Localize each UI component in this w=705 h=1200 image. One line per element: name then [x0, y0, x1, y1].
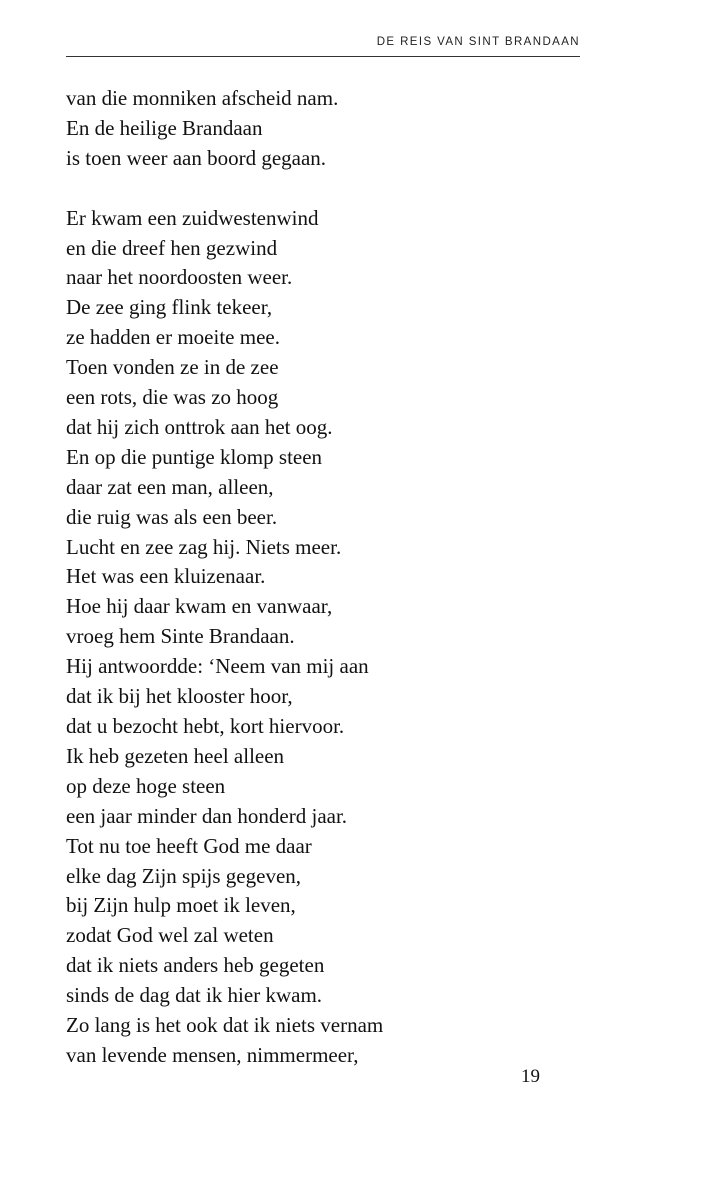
poem-line: Zo lang is het ook dat ik niets vernam: [66, 1013, 384, 1038]
poem-line: Tot nu toe heeft God me daar: [66, 833, 312, 858]
poem-line: bij Zijn hulp moet ik leven,: [66, 893, 296, 918]
poem-line: dat ik niets anders heb gegeten: [66, 953, 325, 978]
poem-line: dat ik bij het klooster hoor,: [66, 684, 293, 709]
poem-line: naar het noordoosten weer.: [66, 265, 293, 290]
poem-line: Lucht en zee zag hij. Niets meer.: [66, 534, 342, 559]
running-head: DE REIS VAN SINT BRANDAAN: [376, 36, 580, 48]
poem-line: dat hij zich onttrok aan het oog.: [66, 414, 333, 439]
poem-text: [66, 84, 626, 1071]
header-rule: [66, 56, 580, 57]
poem-line: van die monniken afscheid nam.: [66, 86, 339, 110]
poem-line: een rots, die was zo hoog: [66, 385, 279, 410]
poem-line: En op die puntige klomp steen: [66, 444, 323, 469]
poem-line: Ik heb gezeten heel alleen: [66, 743, 285, 768]
poem-line: is toen weer aan boord gegaan.: [66, 145, 327, 170]
poem-line: Hoe hij daar kwam en vanwaar,: [66, 594, 333, 619]
page-number: 19: [521, 1066, 540, 1087]
stanza: [66, 204, 626, 1071]
poem-line: zodat God wel zal weten: [66, 923, 274, 948]
poem-line: En de heilige Brandaan: [66, 115, 263, 140]
poem-line: van levende mensen, nimmermeer,: [66, 1042, 359, 1067]
poem-line: dat u bezocht hebt, kort hiervoor.: [66, 714, 345, 739]
poem-line: Hij antwoordde: ‘Neem van mij aan: [66, 654, 369, 679]
poem-line: en die dreef hen gezwind: [66, 235, 278, 260]
poem-line: ze hadden er moeite mee.: [66, 325, 280, 350]
poem-line: sinds de dag dat ik hier kwam.: [66, 983, 323, 1008]
stanza: [66, 84, 626, 174]
poem-line: een jaar minder dan honderd jaar.: [66, 803, 348, 828]
poem-line: De zee ging flink tekeer,: [66, 295, 273, 320]
poem-line: elke dag Zijn spijs gegeven,: [66, 863, 302, 888]
poem-line: Toen vonden ze in de zee: [66, 355, 279, 380]
poem-line: Er kwam een zuidwestenwind: [66, 205, 319, 230]
poem-line: Het was een kluizenaar.: [66, 564, 266, 589]
poem-line: op deze hoge steen: [66, 773, 226, 798]
poem-line: vroeg hem Sinte Brandaan.: [66, 624, 295, 649]
poem-line: daar zat een man, alleen,: [66, 474, 274, 499]
poem-line: die ruig was als een beer.: [66, 504, 278, 529]
